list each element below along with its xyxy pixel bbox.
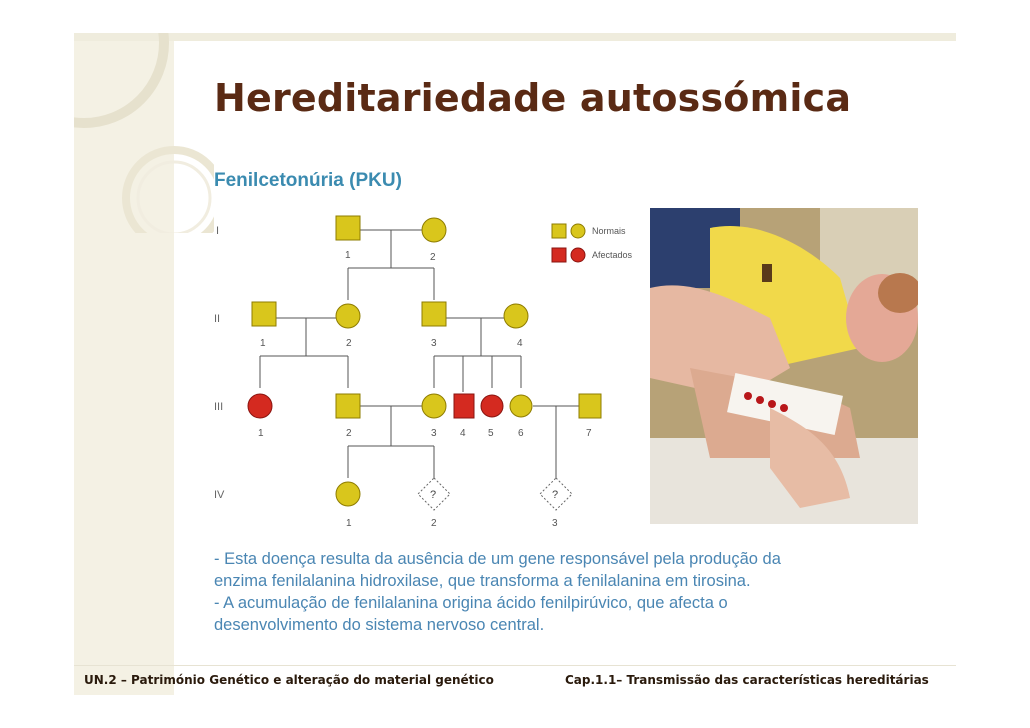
individual-ii-1-male-normal [252,302,276,326]
individual-iii-3-female-normal [422,394,446,418]
individual-iii-5-female-affected [481,395,503,417]
individual-iii-6-female-normal [510,395,532,417]
individual-ii-3-male-normal [422,302,446,326]
label-iii-2: 2 [346,428,352,439]
generation-label-ii: II [214,313,221,325]
label-iii-3: 3 [431,428,437,439]
individual-iii-2-male-normal [336,394,360,418]
label-iii-7: 7 [586,428,592,439]
legend-normal-male-icon [552,224,566,238]
individual-i-1-male-normal [336,216,360,240]
label-ii-3: 3 [431,338,437,349]
bullet-text-block [214,548,904,636]
label-iv-2: 2 [431,518,437,529]
legend-normal-female-icon [571,224,585,238]
label-ii-1: 1 [260,338,266,349]
individual-ii-2-female-normal [336,304,360,328]
slide-subtitle: Fenilcetonúria (PKU) [214,170,402,191]
unknown-mark-iv-2: ? [430,489,437,501]
individual-iii-4-male-affected [454,394,474,418]
circle-decoration [74,33,214,233]
individual-iii-1-female-affected [248,394,272,418]
footer-chapter-title: Cap.1.1– Transmissão das características hereditárias [565,673,929,687]
label-ii-4: 4 [517,338,523,349]
generation-label-iii: III [214,401,224,413]
footer-divider [74,665,956,666]
label-iii-5: 5 [488,428,494,439]
bullet-line-4: desenvolvimento do sistema nervoso central. [214,616,545,634]
generation-label-iv: IV [214,489,225,501]
legend-affected-female-icon [571,248,585,262]
individual-i-2-female-normal [422,218,446,242]
bullet-line-1: - Esta doença resulta da ausência de um gene responsável pela produção da [214,550,781,568]
legend-normal-label: Normais [592,226,626,236]
individual-ii-4-female-normal [504,304,528,328]
unknown-mark-iv-3: ? [552,489,559,501]
legend-affected-label: Afectados [592,250,633,260]
baby-heel-test-photo [650,208,918,524]
label-i-1: 1 [345,250,351,261]
individual-iv-1-female-normal [336,482,360,506]
bullet-line-2: enzima fenilalanina hidroxilase, que transforma a fenilalanina em tirosina. [214,572,751,590]
label-iv-3: 3 [552,518,558,529]
bullet-line-3: - A acumulação de fenilalanina origina ácido fenilpirúvico, que afecta o [214,594,728,612]
label-iv-1: 1 [346,518,352,529]
pedigree-chart [206,196,646,536]
generation-label-i: I [216,225,220,237]
label-iii-4: 4 [460,428,466,439]
individual-iii-7-male-normal [579,394,601,418]
label-iii-6: 6 [518,428,524,439]
footer-unit-title: UN.2 – Património Genético e alteração do material genético [84,673,494,687]
slide-title: Hereditariedade autossómica [214,76,852,120]
legend-affected-male-icon [552,248,566,262]
label-ii-2: 2 [346,338,352,349]
label-iii-1: 1 [258,428,264,439]
label-i-2: 2 [430,252,436,263]
pedigree-lines [260,230,579,478]
